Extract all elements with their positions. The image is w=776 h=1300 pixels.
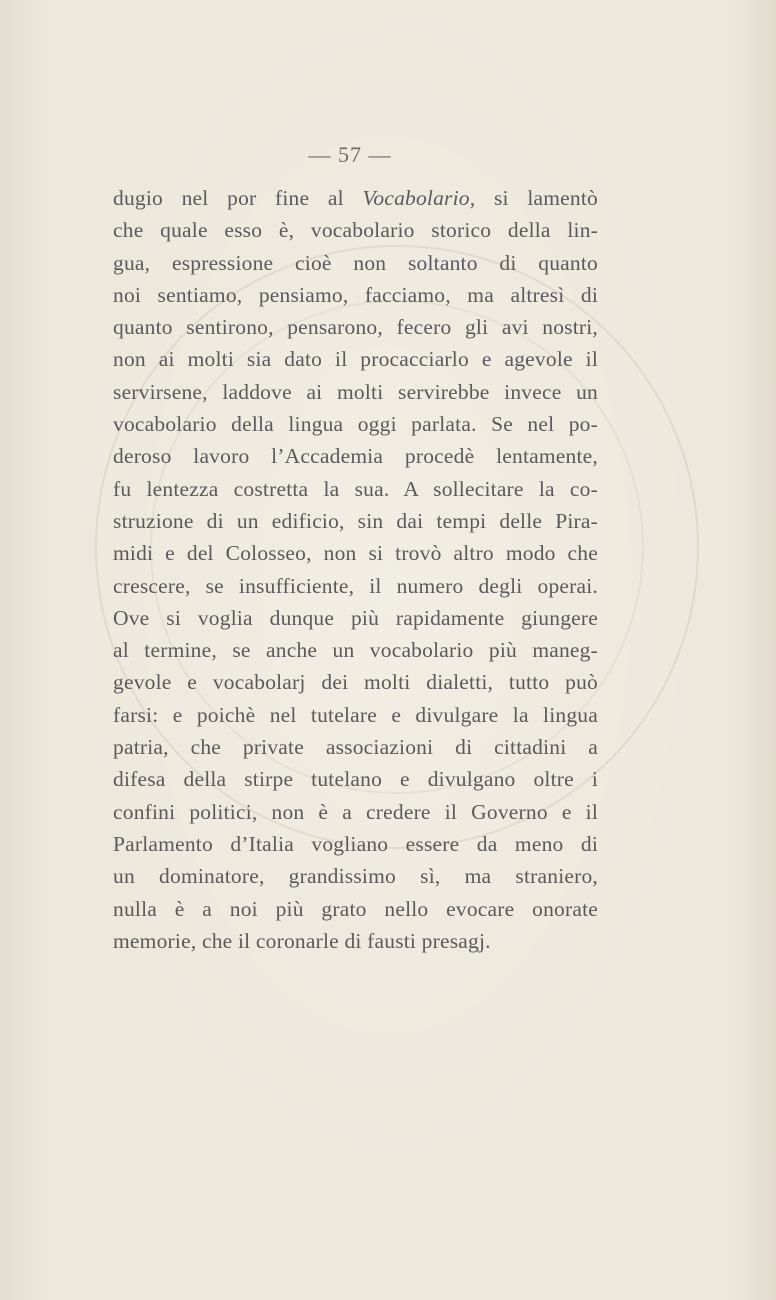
text-line-1 <box>113 182 598 214</box>
line-1-end: si lamentò <box>475 186 598 210</box>
text-line-23: nulla è a noi più grato nello evocare onorate <box>113 896 598 921</box>
text-line-20: confini politici, non è a credere il Governo e il <box>113 799 598 824</box>
text-line-19: difesa della stirpe tutelano e divulgano oltre i <box>113 767 598 792</box>
text-line-16: gevole e vocabolarj dei molti dialetti, tutto può <box>113 670 598 695</box>
text-line-9: deroso lavoro l’Accademia procedè lentamente, <box>113 444 598 469</box>
text-line-7: servirsene, laddove ai molti servirebbe invece un <box>113 379 598 404</box>
text-line-8: vocabolario della lingua oggi parlata. Se nel po- <box>113 412 598 437</box>
text-line-3: gua, espressione cioè non soltanto di quanto <box>113 250 598 275</box>
text-line-18: patria, che private associazioni di cittadini a <box>113 735 598 760</box>
text-line-4: noi sentiamo, pensiamo, facciamo, ma altresì di <box>113 282 598 307</box>
text-line-24: memorie, che il coronarle di fausti presagj. <box>113 928 491 953</box>
text-line-15: al termine, se anche un vocabolario più maneg- <box>113 638 598 663</box>
text-line-21: Parlamento d’Italia vogliano essere da meno di <box>113 831 598 856</box>
text-line-5: quanto sentirono, pensarono, fecero gli avi nostri, <box>113 315 598 340</box>
text-line-13: crescere, se insufficiente, il numero degli operai. <box>113 573 598 598</box>
body-text <box>113 182 598 957</box>
text-line-10: fu lentezza costretta la sua. A sollecitare la co- <box>113 476 598 501</box>
text-line-11: struzione di un edificio, sin dai tempi delle Pira- <box>113 508 598 533</box>
text-line-22: un dominatore, grandissimo sì, ma straniero, <box>113 864 598 889</box>
line-1-start: dugio nel por fine al <box>113 186 363 210</box>
vocabolario-title: Vocabolario, <box>362 186 476 210</box>
page-number: — 57 — <box>308 142 392 167</box>
text-line-17: farsi: e poichè nel tutelare e divulgare la lingua <box>113 702 598 727</box>
text-line-12: midi e del Colosseo, non si trovò altro modo che <box>113 541 598 566</box>
text-line-6: non ai molti sia dato il procacciarlo e agevole il <box>113 347 598 372</box>
text-line-2: che quale esso è, vocabolario storico della lin- <box>113 218 598 243</box>
text-line-14: Ove si voglia dunque più rapidamente giungere <box>113 605 598 630</box>
